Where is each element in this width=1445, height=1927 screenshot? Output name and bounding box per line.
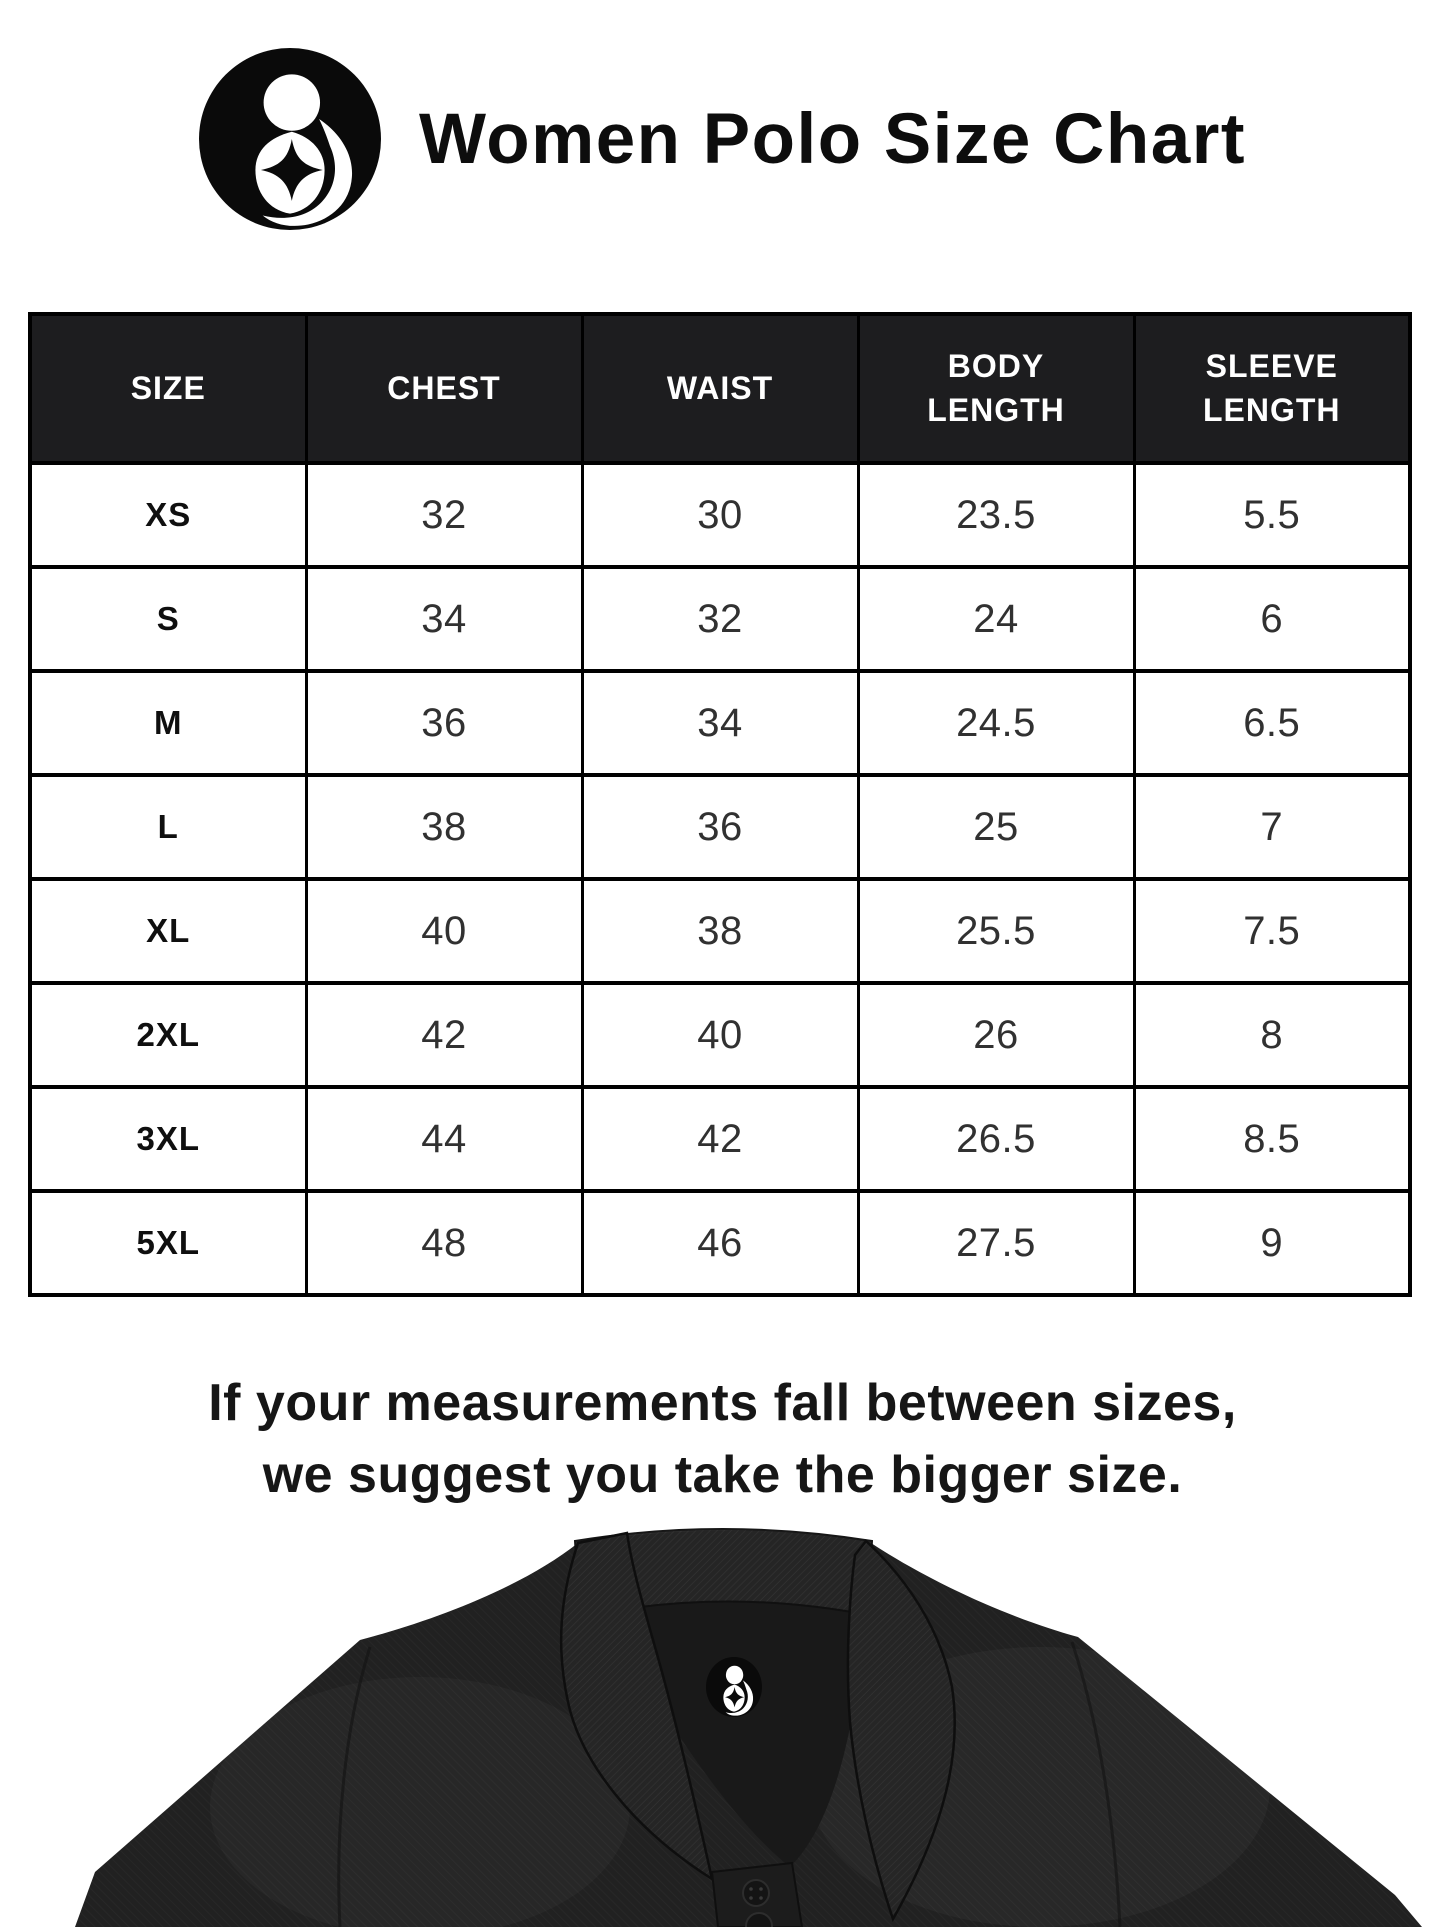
cell-waist: 36: [582, 775, 858, 879]
column-header-size: SIZE: [30, 314, 306, 463]
column-header-sleeve-length: SLEEVE LENGTH: [1134, 314, 1410, 463]
table-header: [30, 314, 1410, 463]
cell-size: M: [30, 671, 306, 775]
cell-chest: 48: [306, 1191, 582, 1295]
cell-sleeve-length: 7.5: [1134, 879, 1410, 983]
cell-size: 2XL: [30, 983, 306, 1087]
sizing-note-line-2: we suggest you take the bigger size.: [262, 1445, 1183, 1504]
cell-body-length: 27.5: [858, 1191, 1134, 1295]
sizing-note: [0, 1368, 1445, 1512]
column-header-body-length: BODY LENGTH: [858, 314, 1134, 463]
cell-size: S: [30, 567, 306, 671]
cell-body-length: 24: [858, 567, 1134, 671]
cell-waist: 32: [582, 567, 858, 671]
cell-chest: 40: [306, 879, 582, 983]
table-row: [30, 1191, 1410, 1295]
cell-chest: 36: [306, 671, 582, 775]
cell-sleeve-length: 8: [1134, 983, 1410, 1087]
cell-chest: 34: [306, 567, 582, 671]
polo-shirt-image: [0, 1527, 1445, 1927]
table-row: [30, 671, 1410, 775]
table-row: [30, 983, 1410, 1087]
cell-sleeve-length: 7: [1134, 775, 1410, 879]
cell-body-length: 23.5: [858, 463, 1134, 567]
cell-sleeve-length: 6.5: [1134, 671, 1410, 775]
table-row: [30, 1087, 1410, 1191]
size-chart-table-wrap: [28, 312, 1412, 1297]
cell-body-length: 26.5: [858, 1087, 1134, 1191]
neck-label-brand-logo-icon: [706, 1657, 762, 1717]
cell-size: XL: [30, 879, 306, 983]
cell-sleeve-length: 5.5: [1134, 463, 1410, 567]
cell-chest: 38: [306, 775, 582, 879]
cell-sleeve-length: 8.5: [1134, 1087, 1410, 1191]
cell-waist: 42: [582, 1087, 858, 1191]
cell-body-length: 25: [858, 775, 1134, 879]
cell-chest: 44: [306, 1087, 582, 1191]
cell-sleeve-length: 9: [1134, 1191, 1410, 1295]
cell-size: L: [30, 775, 306, 879]
cell-waist: 40: [582, 983, 858, 1087]
header: [0, 48, 1445, 230]
cell-body-length: 25.5: [858, 879, 1134, 983]
cell-waist: 46: [582, 1191, 858, 1295]
cell-sleeve-length: 6: [1134, 567, 1410, 671]
column-header-chest: CHEST: [306, 314, 582, 463]
size-chart-table: [28, 312, 1412, 1297]
polo-button: [743, 1880, 769, 1906]
cell-size: XS: [30, 463, 306, 567]
table-row: [30, 463, 1410, 567]
page-title: Women Polo Size Chart: [418, 99, 1247, 179]
cell-body-length: 24.5: [858, 671, 1134, 775]
cell-size: 5XL: [30, 1191, 306, 1295]
cell-body-length: 26: [858, 983, 1134, 1087]
cell-size: 3XL: [30, 1087, 306, 1191]
sizing-note-line-1: If your measurements fall between sizes,: [208, 1374, 1237, 1432]
column-header-waist: WAIST: [582, 314, 858, 463]
table-row: [30, 775, 1410, 879]
cell-chest: 32: [306, 463, 582, 567]
cell-waist: 30: [582, 463, 858, 567]
table-row: [30, 567, 1410, 671]
cell-waist: 38: [582, 879, 858, 983]
cell-waist: 34: [582, 671, 858, 775]
table-body: [30, 463, 1410, 1295]
brand-logo-icon: [199, 48, 381, 230]
table-row: [30, 879, 1410, 983]
cell-chest: 42: [306, 983, 582, 1087]
